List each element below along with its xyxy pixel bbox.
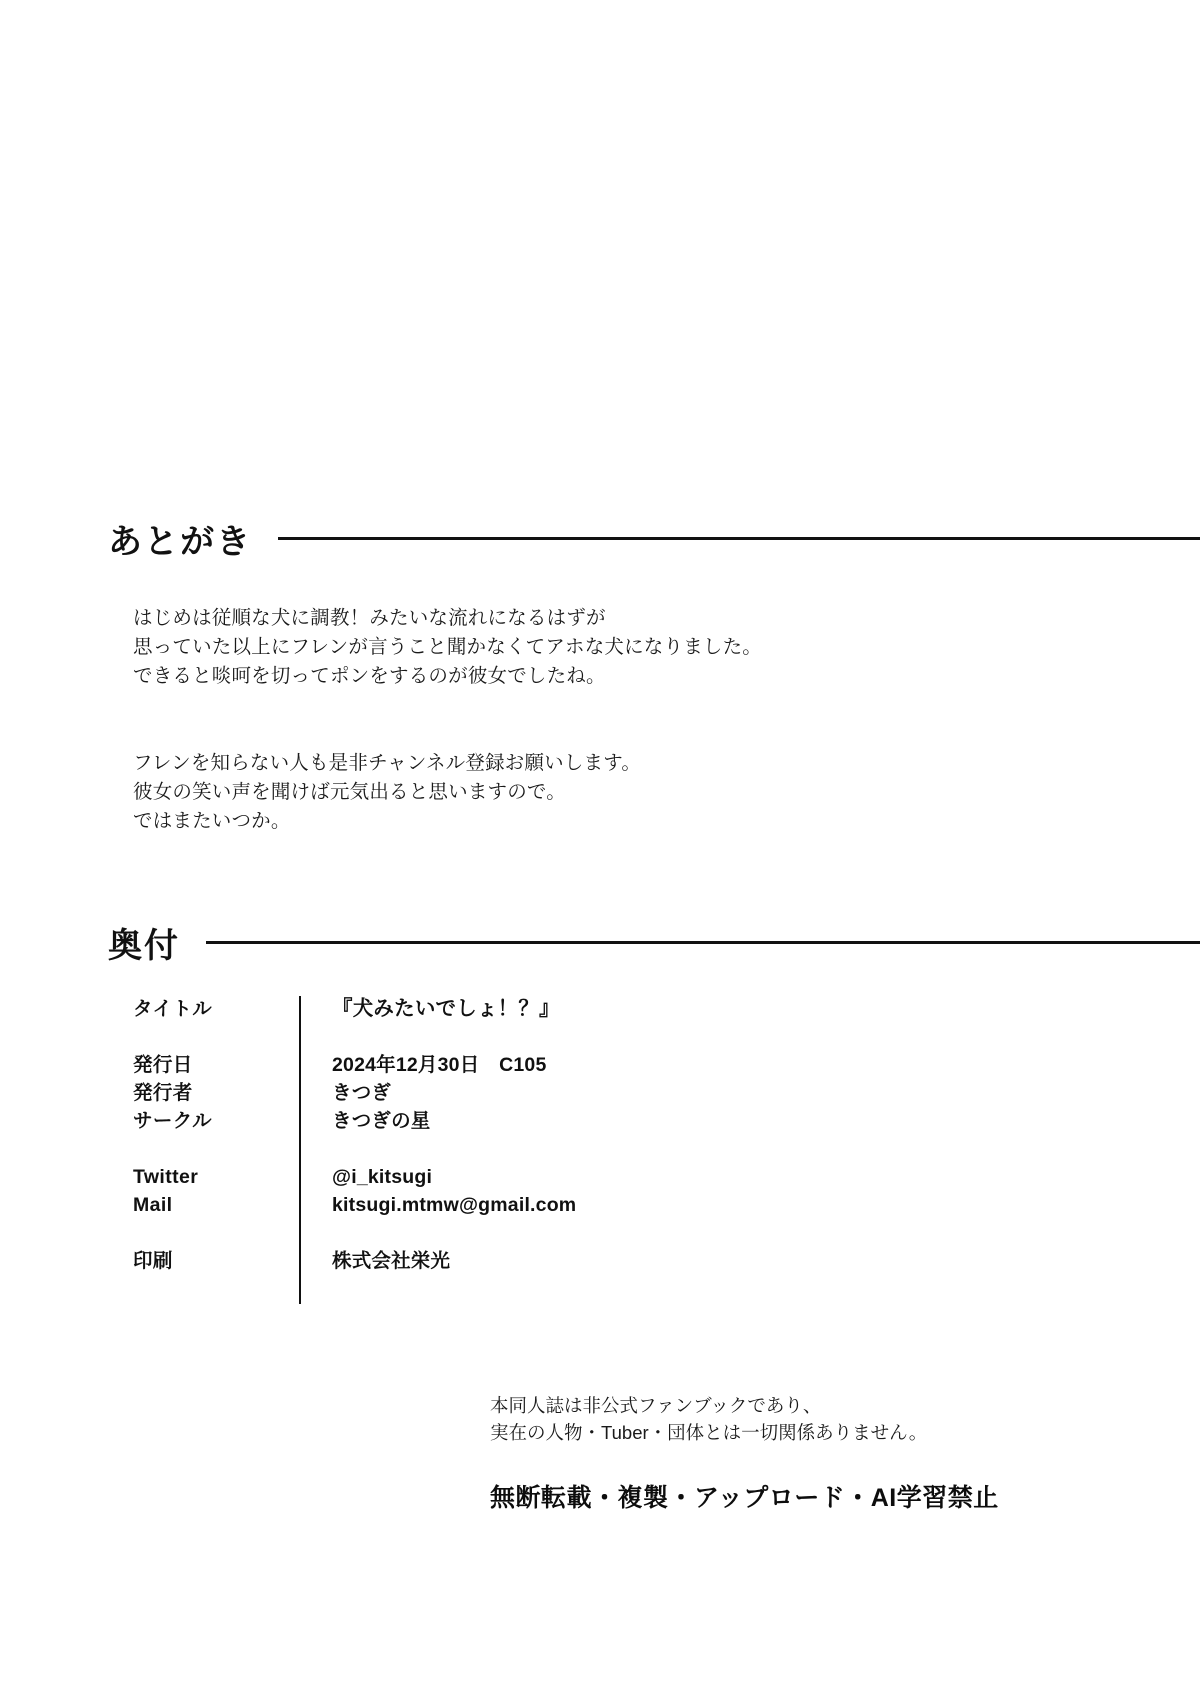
afterword-line: フレンを知らない人も是非チャンネル登録お願いします。 bbox=[133, 752, 642, 774]
colophon-row-value: きつぎの星 bbox=[299, 1108, 576, 1136]
colophon-row-label: Mail bbox=[133, 1194, 173, 1216]
disclaimer-line: 本同人誌は非公式ファンブックであり、 bbox=[490, 1395, 822, 1416]
colophon-row-gap-value bbox=[299, 1276, 576, 1304]
colophon-row-gap-value bbox=[299, 1136, 576, 1164]
colophon-row-value: 株式会社栄光 bbox=[299, 1248, 576, 1276]
colophon-row-gap-label bbox=[133, 1136, 299, 1164]
colophon-heading-text: 奥付 bbox=[108, 927, 181, 965]
colophon-row-label: 発行日 bbox=[133, 1054, 193, 1076]
afterword-line: ではまたいつか。 bbox=[133, 810, 291, 832]
afterword-line: 思っていた以上にフレンが言うこと聞かなくてアホな犬になりました。 bbox=[133, 636, 762, 658]
colophon-row-value: kitsugi.mtmw@gmail.com bbox=[299, 1192, 576, 1220]
disclaimer-line: 実在の人物・Tuber・団体とは一切関係ありません。 bbox=[490, 1422, 928, 1443]
disclaimer-notice bbox=[490, 1392, 927, 1446]
afterword-section-heading bbox=[0, 514, 1200, 563]
colophon-section-heading bbox=[0, 918, 1200, 967]
afterword-body bbox=[133, 604, 762, 836]
colophon-row-label: 発行者 bbox=[133, 1082, 193, 1104]
colophon-row-label: サークル bbox=[133, 1110, 212, 1132]
colophon-row-label: 印刷 bbox=[133, 1250, 173, 1272]
colophon-row-label: タイトル bbox=[133, 998, 213, 1020]
heading-rule-line bbox=[278, 537, 1200, 540]
colophon-row-value: 『犬みたいでしょ！？』 bbox=[299, 996, 576, 1024]
colophon-table bbox=[133, 996, 576, 1304]
colophon-row-value: きつぎ bbox=[299, 1080, 576, 1108]
colophon-row-gap-label bbox=[133, 1276, 299, 1304]
afterword-line: はじめは従順な犬に調教！みたいな流れになるはずが bbox=[133, 607, 606, 629]
colophon-row-value: 2024年12月30日 C105 bbox=[299, 1052, 576, 1080]
afterword-line: できると啖呵を切ってポンをするのが彼女でしたね。 bbox=[133, 665, 606, 687]
colophon-row-gap-label bbox=[133, 1220, 299, 1248]
afterword-heading-text: あとがき bbox=[108, 523, 253, 561]
colophon-row-gap-label bbox=[133, 1024, 299, 1052]
colophon-row-label: Twitter bbox=[133, 1166, 199, 1188]
paragraph-gap bbox=[133, 691, 762, 749]
colophon-row-value: @i_kitsugi bbox=[299, 1164, 576, 1192]
colophon-row-gap-value bbox=[299, 1220, 576, 1248]
afterword-line: 彼女の笑い声を聞けば元気出ると思いますので。 bbox=[133, 781, 566, 803]
heading-rule-line bbox=[206, 941, 1200, 944]
colophon-row-gap-value bbox=[299, 1024, 576, 1052]
copyright-warning: 無断転載・複製・アップロード・AI学習禁止 bbox=[490, 1484, 999, 1512]
